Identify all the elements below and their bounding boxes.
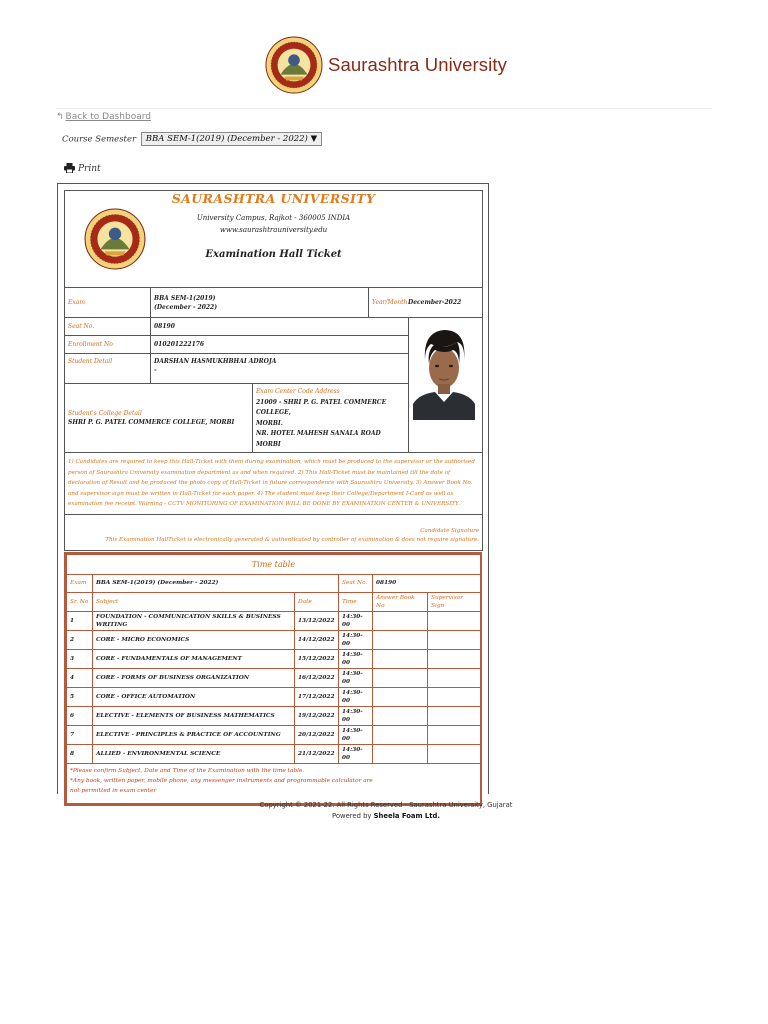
tt-sr: 4 [67, 668, 93, 687]
tt-answer-book-cell [373, 630, 428, 649]
tt-answer-book-cell [373, 668, 428, 687]
course-semester-select[interactable] [141, 132, 322, 146]
site-name[interactable]: Saurashtra University [328, 54, 507, 75]
exam-center-line3: NR. HOTEL MAHESH SANALA ROAD MORBI [256, 430, 381, 448]
tt-supervisor-cell [428, 706, 481, 725]
year-month-cell [369, 288, 483, 318]
tt-date: 17/12/2022 [295, 687, 339, 706]
student-detail-label: Student Detail [65, 354, 151, 384]
tt-header-date: Date [295, 592, 339, 611]
college-cell [65, 384, 253, 453]
student-photo [413, 324, 475, 420]
header-divider [56, 108, 712, 109]
college-label: Student's College Detail [68, 410, 142, 417]
exam-center-label: Exam Center Code Address [256, 388, 340, 395]
tt-sr: 8 [67, 744, 93, 763]
ticket-website: www.saurashtrauniversity.edu [219, 226, 328, 234]
hall-ticket [64, 190, 482, 794]
tt-date: 15/12/2022 [295, 649, 339, 668]
tt-subject: ELECTIVE - PRINCIPLES & PRACTICE OF ACCOUNTING [93, 725, 295, 744]
time-table [64, 552, 482, 806]
tt-supervisor-cell [428, 611, 481, 630]
table-row [67, 611, 481, 630]
tt-header-sr: Sr. No [67, 592, 93, 611]
tt-header-answer-book: Answer Book No [373, 592, 428, 611]
powered-by-link[interactable]: Sheela Foam Ltd. [373, 812, 440, 820]
student-extra: - [154, 367, 157, 374]
enrollment-value: 010201222176 [151, 336, 409, 354]
tt-supervisor-cell [428, 630, 481, 649]
table-row [67, 630, 481, 649]
tt-time: 14:30-00 [339, 725, 373, 744]
print-label: Print [78, 164, 101, 174]
dropdown-arrow-icon: ▼ [310, 134, 318, 144]
tt-time: 14:30-00 [339, 668, 373, 687]
tt-seat-label: Seat No. [339, 575, 373, 593]
tt-subject: CORE - MICRO ECONOMICS [93, 630, 295, 649]
tt-exam-value: BBA SEM-1(2019) (December - 2022) [93, 575, 339, 593]
table-row [67, 725, 481, 744]
print-button[interactable] [64, 163, 101, 174]
tt-date: 21/12/2022 [295, 744, 339, 763]
seat-no-value: 08190 [151, 318, 409, 336]
tt-sr: 5 [67, 687, 93, 706]
tt-time: 14:30-00 [339, 630, 373, 649]
tt-supervisor-cell [428, 687, 481, 706]
tt-subject: CORE - FUNDAMENTALS OF MANAGEMENT [93, 649, 295, 668]
tt-answer-book-cell [373, 706, 428, 725]
copyright-text: Copyright © 2021-22. All Rights Reserved - Saurashtra University, Gujarat [259, 801, 513, 809]
table-row [67, 649, 481, 668]
tt-date: 13/12/2022 [295, 611, 339, 630]
year-month-label: Year/Month [372, 299, 408, 306]
tt-note-1: *Please confirm Subject, Date and Time of the Examination with the time table. [70, 767, 305, 774]
tt-supervisor-cell [428, 744, 481, 763]
tt-date: 16/12/2022 [295, 668, 339, 687]
student-detail-cell [151, 354, 409, 384]
time-table-grid [66, 554, 481, 804]
tt-subject: ELECTIVE - ELEMENTS OF BUSINESS MATHEMATICS [93, 706, 295, 725]
tt-date: 19/12/2022 [295, 706, 339, 725]
powered-by-prefix: Powered by [332, 812, 372, 820]
back-link-label: Back to Dashboard [65, 112, 151, 122]
ticket-instructions: 1) Candidates are required to keep this Hall-Ticket with them during examination, which must be produced to the supervisor or the authorised person of Saurashtra University examination department as and when required. 2) This Hall-Ticket must be maintained till the date of declaration of Result and be produced the photo copy of Hall-Ticket in future correspondence with Saurashtra University. 3) Answer Book No. and supervisor sign must be written in Hall-Ticket for each paper. 4) The student must keep their College/Department I-Card as well as examination fee receipt. Warning - CCTV MONITORING OF EXAMINATION WILL BE DONE BY EXAMINATION CENTER & UNIVERSITY. [65, 453, 483, 515]
tt-date: 14/12/2022 [295, 630, 339, 649]
candidate-signature-label: Candidate Signature [420, 528, 480, 535]
tt-time: 14:30-00 [339, 744, 373, 763]
ticket-exam-title: Examination Hall Ticket [205, 249, 342, 260]
tt-time: 14:30-00 [339, 611, 373, 630]
tt-sr: 2 [67, 630, 93, 649]
time-table-notes [67, 763, 481, 803]
ticket-university-title: SAURASHTRA UNIVERSITY [171, 191, 376, 206]
tt-note-2: *Any book, written paper, mobile phone, any messenger instruments and programmable calculator are not permitted in exam center [70, 777, 373, 794]
course-semester-row [62, 132, 322, 146]
course-semester-label: Course Semester [62, 134, 137, 145]
tt-header-supervisor: Supervisor Sign [428, 592, 481, 611]
tt-answer-book-cell [373, 611, 428, 630]
tt-answer-book-cell [373, 744, 428, 763]
enrollment-label: Enrollment No [65, 336, 151, 354]
signature-cell [65, 514, 483, 550]
table-row [67, 744, 481, 763]
tt-seat-value: 08190 [373, 575, 481, 593]
tt-answer-book-cell [373, 687, 428, 706]
tt-answer-book-cell [373, 649, 428, 668]
tt-time: 14:30-00 [339, 706, 373, 725]
year-month-value: December-2022 [408, 299, 462, 306]
tt-sr: 7 [67, 725, 93, 744]
hall-ticket-table [64, 190, 483, 551]
tt-sr: 3 [67, 649, 93, 668]
tt-subject: ALLIED - ENVIRONMENTAL SCIENCE [93, 744, 295, 763]
powered-by [4, 811, 768, 822]
exam-label: Exam [65, 288, 151, 318]
tt-date: 20/12/2022 [295, 725, 339, 744]
ticket-address: University Campus, Rajkot - 360005 INDIA [196, 214, 351, 222]
tt-subject: CORE - FORMS OF BUSINESS ORGANIZATION [93, 668, 295, 687]
printer-icon [64, 163, 75, 173]
tt-sr: 1 [67, 611, 93, 630]
student-name: DARSHAN HASMUKHBHAI ADROJA [154, 358, 277, 365]
back-to-dashboard-link[interactable] [56, 112, 151, 122]
tt-answer-book-cell [373, 725, 428, 744]
tt-header-subject: Subject [93, 592, 295, 611]
tt-exam-label: Exam [67, 575, 93, 593]
site-header [0, 0, 768, 104]
course-semester-value: BBA SEM-1(2019) (December - 2022) [145, 134, 308, 144]
page-footer [0, 800, 768, 822]
tt-sr: 6 [67, 706, 93, 725]
tt-header-row [67, 592, 481, 611]
tt-header-time: Time [339, 592, 373, 611]
tt-time: 14:30-00 [339, 649, 373, 668]
tt-supervisor-cell [428, 668, 481, 687]
exam-center-cell [253, 384, 409, 453]
exam-center-line1: 21009 - SHRI P. G. PATEL COMMERCE COLLEGE, [256, 398, 387, 416]
exam-value: BBA SEM-1(2019) (December - 2022) [151, 288, 369, 318]
arrow-back-icon: ↰ [56, 112, 64, 122]
university-seal-logo [265, 36, 323, 94]
tt-time: 14:30-00 [339, 687, 373, 706]
table-row [67, 668, 481, 687]
table-row [67, 706, 481, 725]
tt-subject: FOUNDATION - COMMUNICATION SKILLS & BUSINESS WRITING [93, 611, 295, 630]
seat-no-label: Seat No. [65, 318, 151, 336]
tt-supervisor-cell [428, 649, 481, 668]
ticket-header [65, 191, 483, 288]
exam-center-line2: MORBI. [256, 419, 283, 427]
time-table-title: Time table [67, 555, 481, 575]
college-value: SHRI P. G. PATEL COMMERCE COLLEGE, MORBI [68, 419, 235, 426]
student-photo-cell [409, 318, 483, 453]
tt-subject: CORE - OFFICE AUTOMATION [93, 687, 295, 706]
tt-supervisor-cell [428, 725, 481, 744]
table-row [67, 687, 481, 706]
hall-ticket-frame [57, 183, 489, 794]
electronic-note: This Examination HallTicket is electronically generated & authenticated by controller of examination & does not require signature. [105, 537, 480, 544]
